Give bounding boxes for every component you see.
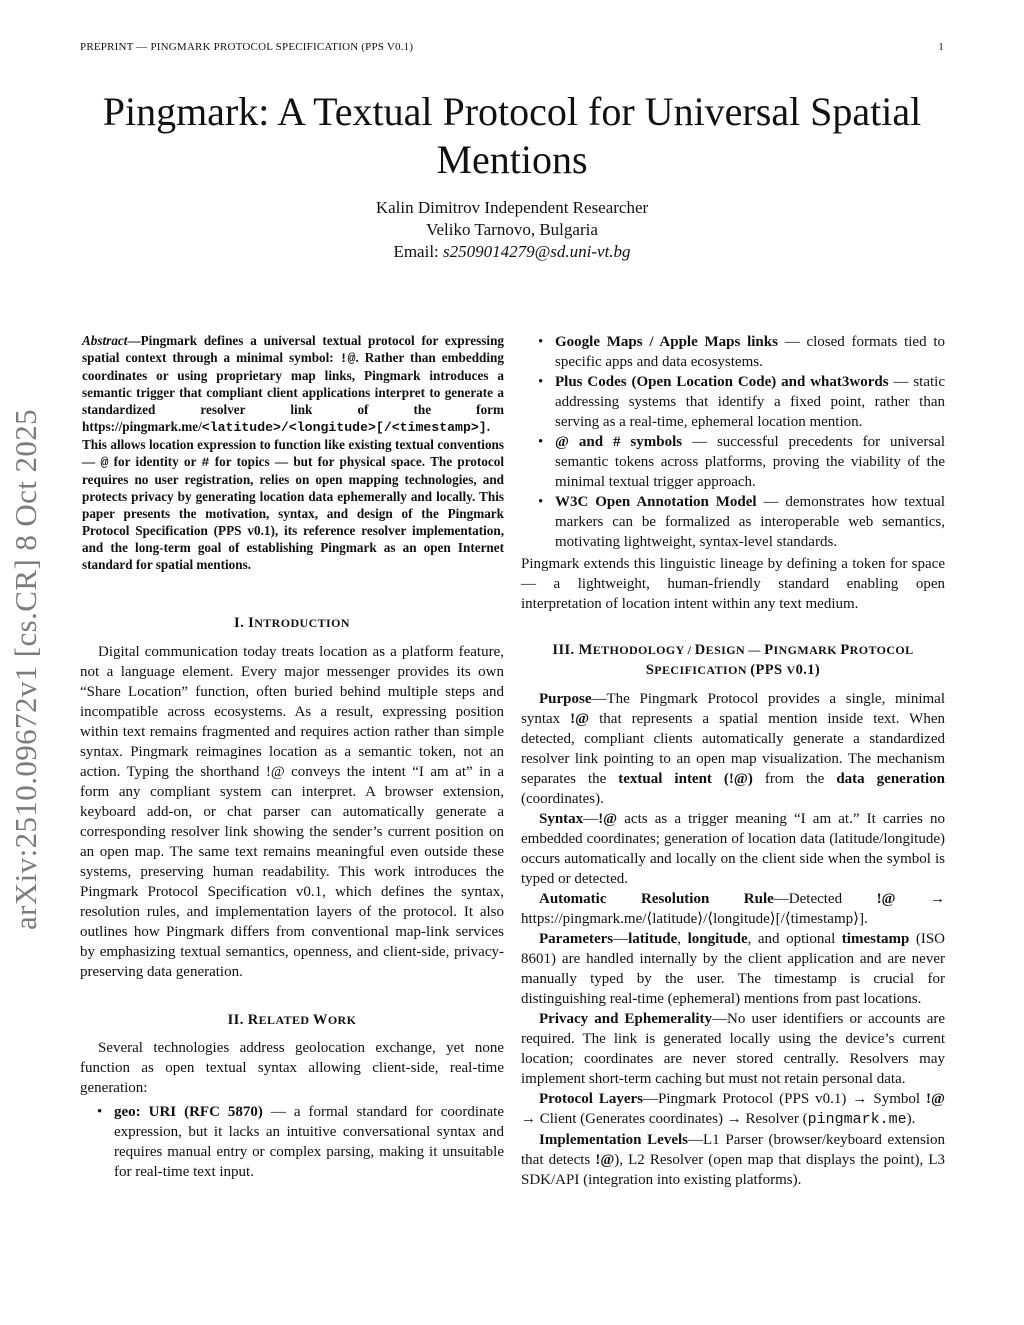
abstract-code: !@ [339, 351, 356, 366]
abstract [80, 332, 504, 573]
paragraph-text: from the [752, 771, 837, 787]
paragraph-text: —The Pingmark Protocol provides a single, minimal syntax [521, 691, 945, 727]
bullet-icon: • [538, 494, 544, 510]
abstract-code: <latitude>/<longitude>[/<timestamp>] [201, 420, 487, 435]
page-number: 1 [938, 41, 944, 53]
heading-smallcaps: ESIGN — [705, 643, 765, 657]
heading-part: S [645, 662, 655, 678]
bullet-icon: • [538, 334, 544, 350]
heading-part: P [840, 642, 850, 658]
abstract-lead: Abstract [82, 333, 128, 348]
left-column [80, 332, 504, 1182]
paragraph-text: —Detected [773, 891, 877, 907]
paragraph-text: —L1 Parser (browser/keyboard extension that detects [521, 1132, 945, 1168]
paragraph-text: — [583, 811, 599, 827]
list-item-text: — demonstrates how textual markers can be formalized as interoperable web semantics, motivating lightweight, syntax-level standards. [555, 494, 945, 550]
author-email-line [100, 241, 924, 263]
heading-part: D [694, 642, 706, 658]
syntax-paragraph [521, 809, 945, 889]
related-work-paragraph: Several technologies address geolocation exchange, yet none function as open textual syntax allowing client-side, real-time generation: [80, 1040, 504, 1096]
pingmark-symbol: !@ [598, 811, 618, 827]
emphasis: longitude [687, 931, 748, 947]
paragraph-text: that represents a spatial mention inside text. When detected, compliant clients automatically generate a standardized resolver link pointing to an open map visualization. The mechanism separates the [521, 711, 945, 787]
abstract-code: # [201, 455, 210, 470]
purpose-paragraph [521, 689, 945, 809]
list-item [97, 1102, 504, 1182]
abstract-text: . Rather than embedding coordinates or using proprietary map links, Pingmark introduces a semantic trigger that compliant client applications interpret to generate a standardized resolver link of the form https://pingmark.me/ [82, 350, 504, 434]
introduction-paragraph: Digital communication today treats location as a platform feature, not a language element. Every major messenger provides its own “Share Location” function, often buried behind multiple steps and incompatible across ecosystems. As a result, expressing position within text remains fragmented and requires action rather than simple syntax. Pingmark reimagines location as a semantic token, not an action. Typing the shorthand !@ conveys the intent “I am at” in a form any compliant system can interpret. A browser extension, keyboard add-on, or chat parser can automatically generate a corresponding resolver link showing the sender’s current position on an open map. The same text remains meaningful even outside these systems, preserving human readability. This work introduces the Pingmark Protocol Specification v0.1, which defines the syntax, resolution rules, and implementation layers of the protocol. It also outlines how Pingmark differs from conventional map-link services by emphasizing textual semantics, openness, and client-side, privacy-preserving data generation. [80, 644, 504, 980]
running-header [80, 41, 944, 53]
paper-title: Pingmark: A Textual Protocol for Universal Spatial Mentions [102, 89, 922, 182]
pingmark-symbol: !@ [926, 1091, 945, 1107]
list-item-term: Plus Codes (Open Location Code) and what3words [555, 374, 889, 390]
abstract-text: for topics — but for physical space. The protocol requires no user registration, relies on open mapping technologies, and protects privacy by generating location data ephemerally and locally. This paper presents the motivation, syntax, and design of the Pingmark Protocol Specification (PPS v0.1), its reference resolver implementation, and the long-term goal of establishing Pingmark as an open Internet standard for spatial mentions. [82, 454, 504, 572]
section-heading-related-work [80, 1012, 504, 1029]
list-item-text: — successful precedents for universal semantic tokens across platforms, proving the viability of the minimal textual trigger approach. [555, 434, 945, 490]
list-item-term: W3C Open Annotation Model [555, 494, 757, 510]
list-item-term: Google Maps / Apple Maps links [555, 334, 778, 350]
author-location-line: Veliko Tarnovo, Bulgaria [426, 220, 598, 239]
paragraph-label: Protocol Layers [539, 1091, 644, 1107]
paragraph-text: , and optional [747, 931, 842, 947]
bullet-icon: • [97, 1104, 103, 1120]
heading-part: (PPS [750, 662, 787, 678]
heading-smallcaps: ORK [327, 1013, 357, 1027]
list-item [538, 492, 945, 552]
arxiv-stamp: arXiv:2510.09672v1 [cs.CR] 8 Oct 2025 [8, 408, 43, 930]
resolver-domain: pingmark.me [807, 1111, 907, 1128]
emphasis: timestamp [841, 931, 910, 947]
paragraph-text: — [613, 931, 629, 947]
list-item [538, 332, 945, 372]
list-item-text: — a formal standard for coordinate expression, but it lacks an intuitive conversational syntax and requires manual entry or complex parsing, making it unsuitable for real-time text input. [114, 1104, 504, 1180]
related-work-list-continued [521, 332, 945, 552]
list-item-term: @ and # symbols [555, 434, 683, 450]
abstract-text: for identity or [108, 454, 202, 469]
abstract-code: @ [100, 455, 109, 470]
paragraph-label: Parameters [539, 931, 614, 947]
heading-part: III. M [552, 642, 593, 658]
list-item-term: geo: URI (RFC 5870) [114, 1104, 263, 1120]
section-heading-introduction [80, 615, 504, 632]
bullet-icon: • [538, 374, 544, 390]
author-block [100, 197, 924, 263]
heading-part: P [764, 642, 774, 658]
heading-initial: W [312, 1012, 328, 1028]
pingmark-symbol: !@ [570, 711, 590, 727]
heading-smallcaps: PECIFICATION [654, 663, 751, 677]
resolution-rule-paragraph [521, 889, 945, 929]
paragraph-text: , [677, 931, 688, 947]
paragraph-text: ). [906, 1111, 916, 1127]
heading-smallcaps: ELATED [258, 1013, 313, 1027]
author-name-line: Kalin Dimitrov Independent Researcher [375, 198, 649, 217]
right-column [521, 332, 945, 1190]
list-item [538, 432, 945, 492]
paragraph-text: (ISO 8601) are handled internally by the client application and are never manually typed by the user. The timestamp is crucial for distinguishing real-time (ephemeral) mentions from past locations. [521, 931, 945, 1007]
author-email: s2509014279@sd.uni-vt.bg [443, 242, 631, 261]
implementation-levels-paragraph [521, 1130, 945, 1190]
emphasis: latitude [628, 931, 678, 947]
emphasis: textual intent (!@) [618, 771, 753, 787]
pingmark-symbol: !@ [876, 891, 896, 907]
abstract-text: —Pingmark defines a universal textual protocol for expressing spatial context through a minimal symbol: [82, 333, 504, 365]
paragraph-label: Automatic Resolution Rule [539, 891, 774, 907]
privacy-paragraph [521, 1009, 945, 1089]
paragraph-label: Implementation Levels [539, 1132, 689, 1148]
running-title: PREPRINT — PINGMARK PROTOCOL SPECIFICATION (PPS V0.1) [80, 41, 414, 53]
heading-smallcaps: NTRODUCTION [254, 616, 350, 630]
related-work-list [80, 1102, 504, 1182]
paragraph-text: (coordinates). [521, 791, 604, 807]
paragraph-text: → https://pingmark.me/⟨latitude⟩/⟨longitude⟩[/⟨timestamp⟩]. [521, 891, 945, 927]
section-heading-methodology [521, 640, 945, 680]
heading-smallcaps: INGMARK [773, 643, 841, 657]
paragraph-text: acts as a trigger meaning “I am at.” It carries no embedded coordinates; generation of location data (latitude/longitude) occurs automatically and locally on the client side when the symbol is typed or detected. [521, 811, 945, 887]
paragraph-text: → Client (Generates coordinates) → Resolver ( [521, 1111, 808, 1127]
parameters-paragraph [521, 929, 945, 1009]
list-item-text: — static addressing systems that identify a fixed point, rather than serving as a real-time, ephemeral location mention. [555, 374, 945, 430]
list-item-text: — closed formats tied to specific apps and data ecosystems. [555, 334, 945, 370]
section-numeral: II. [227, 1012, 248, 1028]
paragraph-label: Privacy and Ephemerality [539, 1011, 713, 1027]
abstract-text: . This allows location expression to function like existing textual conventions — [82, 419, 504, 469]
emphasis: data generation [836, 771, 945, 787]
section-numeral: I. [234, 615, 249, 631]
paragraph-text: ), L2 Resolver (open map that displays the point), L3 SDK/API (integration into existing platforms). [521, 1152, 946, 1188]
pingmark-symbol: !@ [595, 1152, 615, 1168]
heading-smallcaps: V [786, 663, 796, 677]
heading-initial: R [247, 1012, 259, 1028]
related-work-closing: Pingmark extends this linguistic lineage by defining a token for space — a lightweight, human-friendly standard enabling open interpretation of location intent within any text medium. [521, 556, 945, 612]
email-label: Email: [393, 242, 444, 261]
bullet-icon: • [538, 434, 544, 450]
paragraph-text: —Pingmark Protocol (PPS v0.1) → Symbol [643, 1091, 927, 1107]
protocol-layers-paragraph [521, 1089, 945, 1130]
heading-initial: I [248, 615, 255, 631]
list-item [538, 372, 945, 432]
paragraph-label: Purpose [539, 691, 592, 707]
heading-smallcaps: ETHODOLOGY / [592, 643, 695, 657]
heading-part: 0.1) [795, 662, 821, 678]
heading-smallcaps: ROTOCOL [849, 643, 914, 657]
paragraph-label: Syntax [539, 811, 584, 827]
paragraph-text: —No user identifiers or accounts are required. The link is generated locally using the device’s current location; coordinates are never stored centrally. Resolvers may implement short-term caching but must not retain personal data. [521, 1011, 946, 1087]
